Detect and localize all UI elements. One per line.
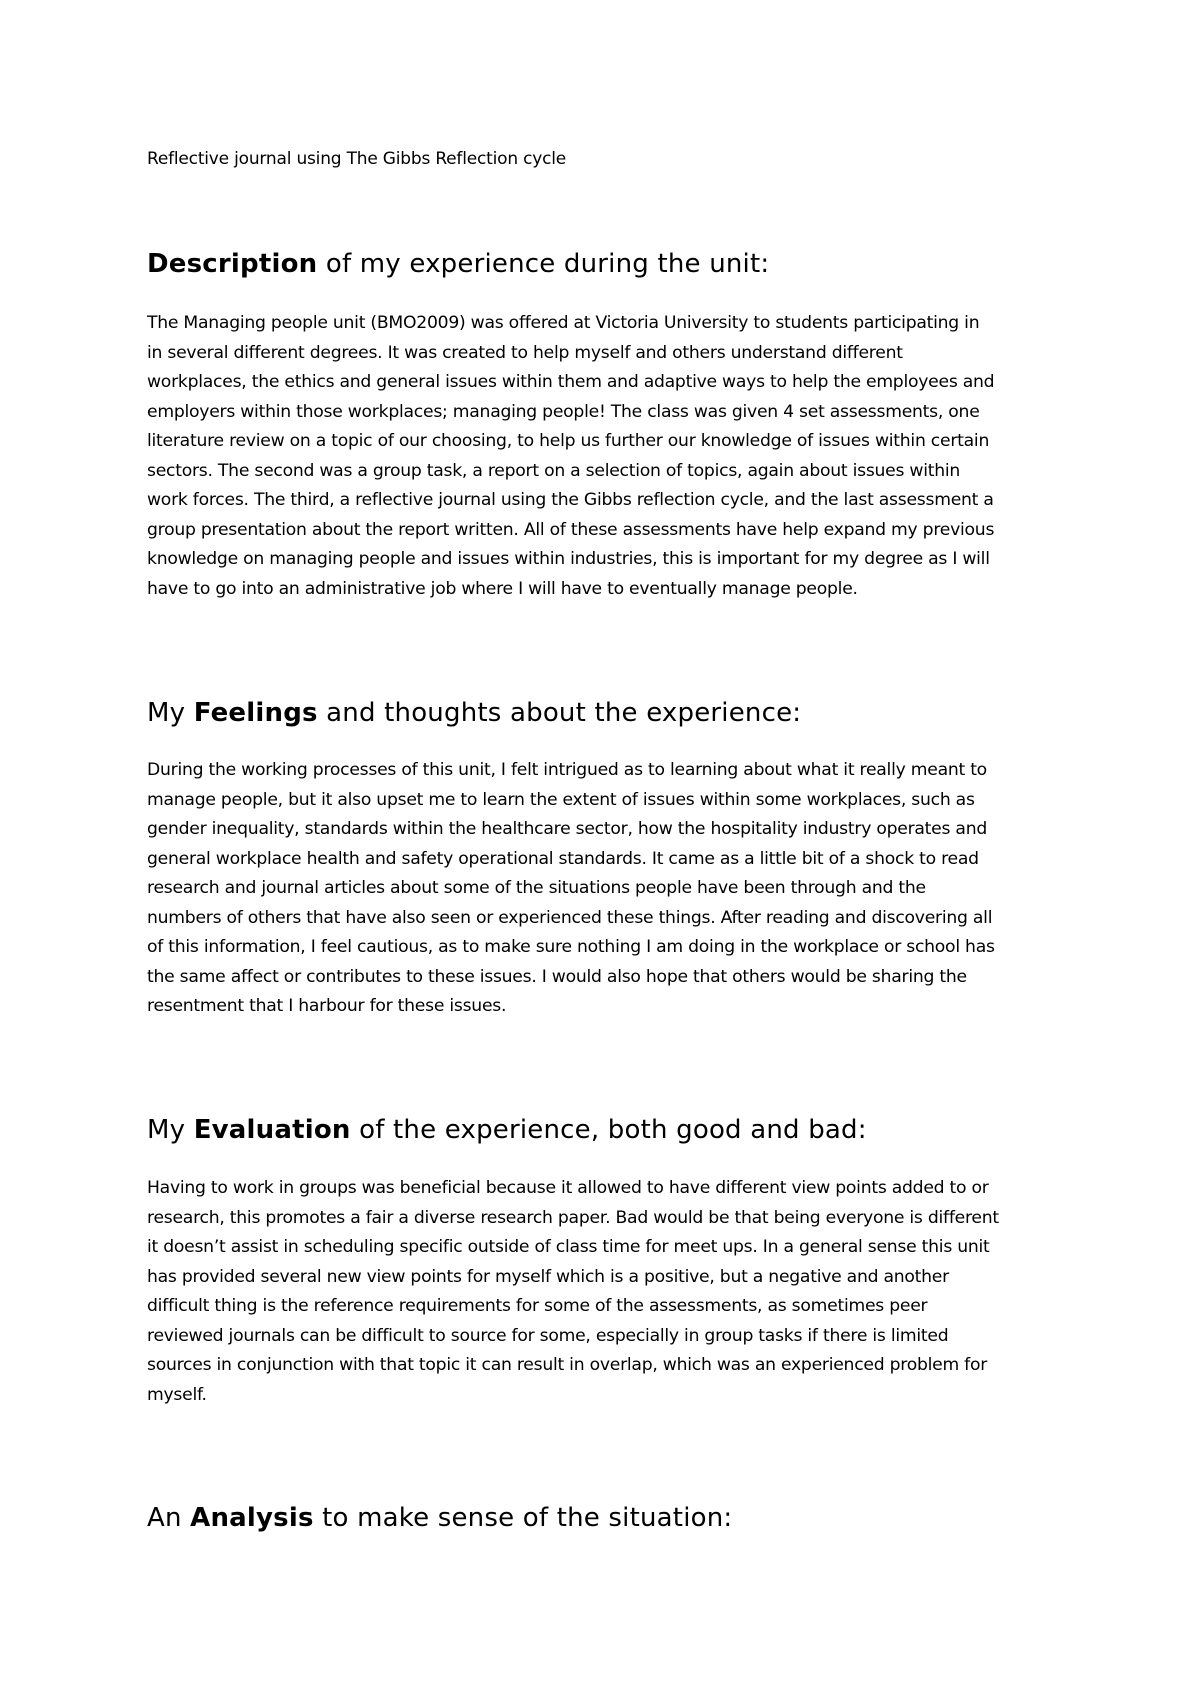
paragraph-line: manage people, but it also upset me to learn the extent of issues within some workplaces, such as xyxy=(147,789,975,810)
paragraph-line: it doesn’t assist in scheduling specific outside of class time for meet ups. In a general sense this unit xyxy=(147,1237,990,1257)
paragraph-line: group presentation about the report written. All of these assessments have help expand my previous xyxy=(147,519,995,540)
paragraph-line: the same affect or contributes to these issues. I would also hope that others would be sharing the xyxy=(147,966,967,987)
paragraph-line: sectors. The second was a group task, a report on a selection of topics, again about issues within xyxy=(147,460,961,481)
paragraph-line: of this information, I feel cautious, as to make sure nothing I am doing in the workplace or school has xyxy=(147,937,995,957)
paragraph-line: have to go into an administrative job where I will have to eventually manage people. xyxy=(147,578,858,599)
heading-prefix: My xyxy=(147,698,194,728)
section-heading-analysis xyxy=(147,1501,732,1535)
heading-suffix: and thoughts about the experience: xyxy=(317,698,802,728)
section-heading-evaluation xyxy=(147,1113,867,1147)
paragraph-line: workplaces, the ethics and general issues within them and adaptive ways to help the employees and xyxy=(147,372,995,392)
paragraph-line: general workplace health and safety operational standards. It came as a little bit of a shock to read xyxy=(147,848,979,869)
section-paragraph-description xyxy=(147,309,1067,604)
paragraph-line: sources in conjunction with that topic it can result in overlap, which was an experienced problem for xyxy=(147,1355,988,1375)
paragraph-line: numbers of others that have also seen or experienced these things. After reading and discovering all xyxy=(147,907,993,928)
section-heading-description xyxy=(147,247,769,281)
heading-keyword: Description xyxy=(147,249,318,279)
heading-keyword: Evaluation xyxy=(193,1115,351,1145)
paragraph-line: gender inequality, standards within the healthcare sector, how the hospitality industry operates and xyxy=(147,819,987,839)
paragraph-line: literature review on a topic of our choosing, to help us further our knowledge of issues within certain xyxy=(147,431,990,451)
paragraph-line: reviewed journals can be difficult to source for some, especially in group tasks if there is limited xyxy=(147,1325,949,1346)
section-paragraph-feelings xyxy=(147,756,1067,1022)
paragraph-line: research and journal articles about some of the situations people have been through and the xyxy=(147,878,926,898)
paragraph-line: The Managing people unit (BMO2009) was offered at Victoria University to students participating in xyxy=(147,313,980,333)
paragraph-line: myself. xyxy=(147,1384,207,1405)
paragraph-line: work forces. The third, a reflective journal using the Gibbs reflection cycle, and the last assessment a xyxy=(147,490,994,510)
paragraph-line: resentment that I harbour for these issues. xyxy=(147,996,507,1016)
paragraph-line: research, this promotes a fair a diverse research paper. Bad would be that being everyone is different xyxy=(147,1207,999,1228)
paragraph-line: difficult thing is the reference requirements for some of the assessments, as sometimes peer xyxy=(147,1296,928,1316)
heading-keyword: Analysis xyxy=(190,1503,314,1533)
heading-prefix: An xyxy=(147,1503,191,1533)
section-paragraph-evaluation xyxy=(147,1174,1067,1410)
heading-suffix: to make sense of the situation: xyxy=(313,1503,733,1533)
paragraph-line: knowledge on managing people and issues within industries, this is important for my degree as I will xyxy=(147,549,990,569)
paragraph-line: employers within those workplaces; managing people! The class was given 4 set assessments, one xyxy=(147,401,980,422)
paragraph-line: Having to work in groups was beneficial because it allowed to have different view points added to or xyxy=(147,1178,989,1198)
section-heading-feelings xyxy=(147,696,801,730)
paragraph-line: During the working processes of this unit, I felt intrigued as to learning about what it really meant to xyxy=(147,760,987,780)
paragraph-line: has provided several new view points for myself which is a positive, but a negative and another xyxy=(147,1266,949,1287)
heading-suffix: of my experience during the unit: xyxy=(317,249,770,279)
heading-prefix: My xyxy=(147,1115,194,1145)
document-title: Reflective journal using The Gibbs Reflection cycle xyxy=(147,149,567,169)
heading-suffix: of the experience, both good and bad: xyxy=(350,1115,867,1145)
paragraph-line: in several different degrees. It was created to help myself and others understand different xyxy=(147,342,903,363)
heading-keyword: Feelings xyxy=(193,698,318,728)
